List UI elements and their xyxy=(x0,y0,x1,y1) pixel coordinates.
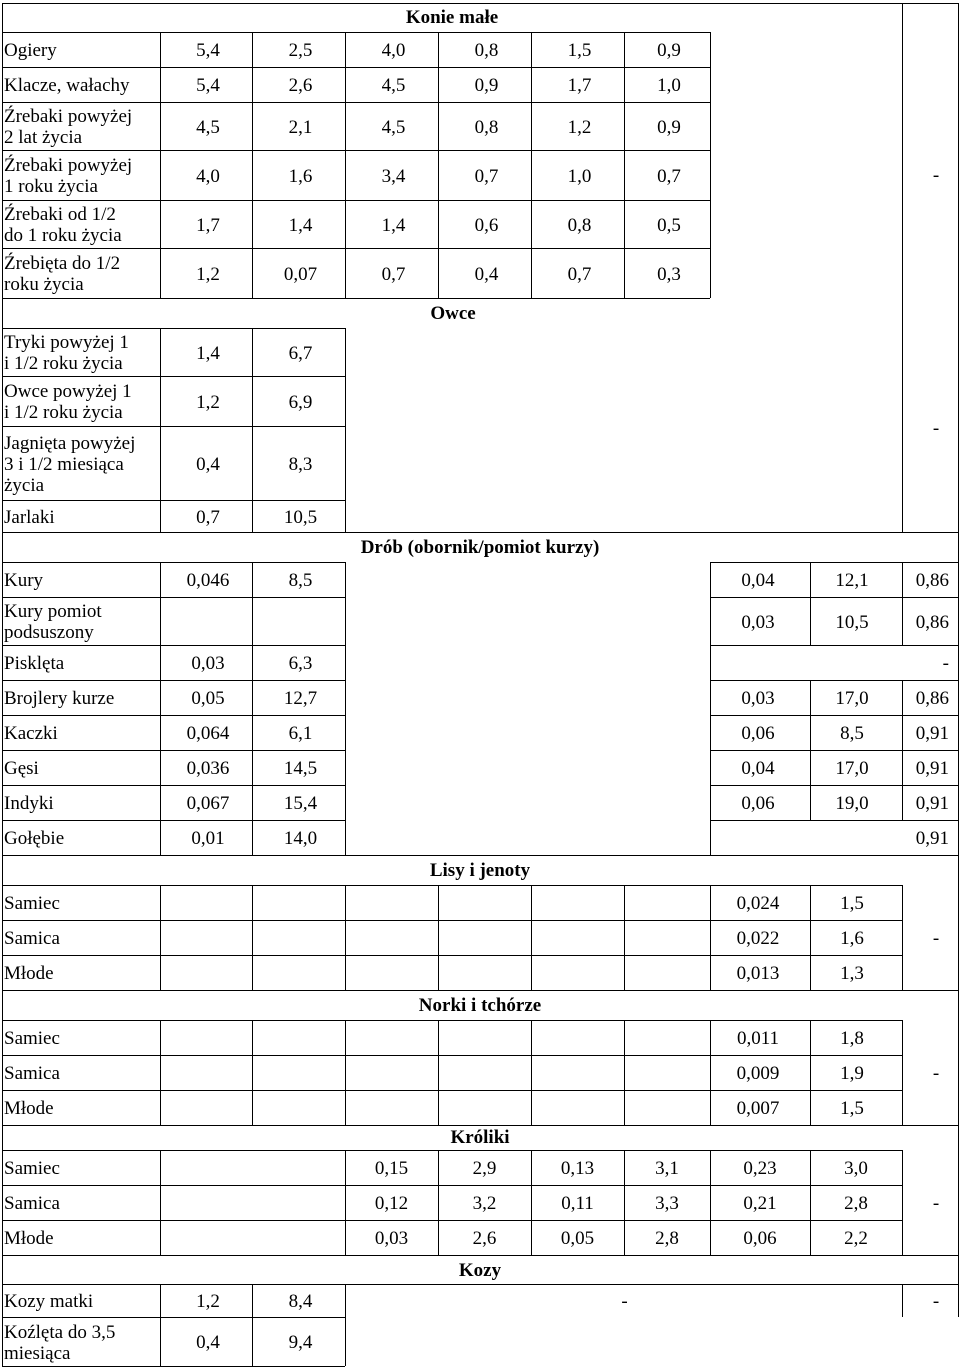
section-title: Lisy i jenoty xyxy=(429,859,531,881)
value-cell: 4,0 xyxy=(196,165,220,187)
value-cell: 0,12 xyxy=(374,1193,409,1214)
value-cell: 12,7 xyxy=(283,688,318,709)
value-cell: 19,0 xyxy=(835,793,869,814)
row-label: Samiec xyxy=(4,1158,60,1179)
grid-line xyxy=(2,1055,902,1056)
grid-line xyxy=(2,1317,345,1318)
row-label: Źrebaki od 1/2 do 1 roku życia xyxy=(4,204,122,246)
value-cell: 14,5 xyxy=(283,758,318,779)
value-cell: 0,03 xyxy=(741,611,775,633)
row-label: Kury xyxy=(4,570,44,591)
value-cell: 1,9 xyxy=(840,1063,864,1084)
row-label: Źrebaki powyżej 1 roku życia xyxy=(4,155,133,197)
section-bottom-line xyxy=(2,855,958,856)
grid-line xyxy=(2,1020,902,1021)
grid-line xyxy=(2,67,710,68)
value-cell: 0,04 xyxy=(741,758,775,779)
grid-line xyxy=(2,1185,902,1186)
value-cell: 0,05 xyxy=(560,1228,595,1249)
value-cell: 6,7 xyxy=(288,342,313,364)
value-cell: 4,5 xyxy=(196,116,220,138)
value-cell: 1,4 xyxy=(381,214,406,236)
grid-line xyxy=(531,885,532,990)
row-label: Samiec xyxy=(4,893,60,914)
grid-line xyxy=(2,955,902,956)
value-cell: 1,0 xyxy=(657,75,681,96)
dash-cell: - xyxy=(932,417,940,439)
row-label: Samiec xyxy=(4,1028,60,1049)
value-cell: 0,7 xyxy=(474,165,499,187)
section-title: Owce xyxy=(430,302,476,324)
grid-line xyxy=(2,885,902,886)
section-title: Drób (obornik/pomiot kurzy) xyxy=(360,536,600,558)
value-cell: 0,022 xyxy=(736,928,780,949)
value-cell: 2,9 xyxy=(472,1158,497,1179)
row-label: Klacze, wałachy xyxy=(4,75,130,96)
value-cell: 0,04 xyxy=(741,570,775,591)
value-cell: 0,5 xyxy=(657,214,681,236)
value-cell: 0,91 xyxy=(915,828,949,849)
value-cell: 17,0 xyxy=(835,758,869,779)
grid-line xyxy=(252,885,253,990)
value-cell: 0,064 xyxy=(186,723,230,744)
grid-line xyxy=(531,1020,532,1125)
dash-cell: - xyxy=(932,927,940,949)
row-label: Młode xyxy=(4,1228,54,1249)
row-label: Koźlęta do 3,5 miesiąca xyxy=(4,1321,116,1364)
value-cell: 1,7 xyxy=(196,214,220,236)
row-label: Kury pomiot podsuszony xyxy=(4,601,102,643)
row-label: Jarlaki xyxy=(4,506,55,528)
value-cell: 3,2 xyxy=(472,1193,497,1214)
grid-line xyxy=(438,885,439,990)
row-label: Kozy matki xyxy=(4,1291,94,1312)
grid-line xyxy=(2,298,3,532)
value-cell: 0,07 xyxy=(283,263,318,285)
grid-line xyxy=(2,785,345,786)
value-cell: 2,8 xyxy=(655,1228,679,1249)
grid-line xyxy=(2,150,710,151)
section-bottom-line xyxy=(2,990,958,991)
value-cell: 0,15 xyxy=(374,1158,409,1179)
grid-line xyxy=(710,715,958,716)
value-cell: 1,5 xyxy=(567,40,592,61)
grid-line xyxy=(2,532,958,533)
grid-line xyxy=(2,1125,3,1255)
value-cell: 2,8 xyxy=(844,1193,868,1214)
grid-line xyxy=(345,885,346,990)
row-label: Źrebaki powyżej 2 lat życia xyxy=(4,106,133,148)
value-cell: 0,03 xyxy=(191,653,225,674)
value-cell: 0,9 xyxy=(657,40,681,61)
row-label: Źrebięta do 1/2 roku życia xyxy=(4,253,121,295)
value-cell: 0,6 xyxy=(474,214,499,236)
row-label: Samica xyxy=(4,928,60,949)
section-title: Norki i tchórze xyxy=(418,994,542,1016)
row-label: Młode xyxy=(4,963,54,984)
value-cell: 0,8 xyxy=(474,40,499,61)
value-cell: 0,91 xyxy=(915,793,949,814)
section-bottom-line xyxy=(2,1366,345,1367)
value-cell: 5,4 xyxy=(196,75,220,96)
row-label: Owce powyżej 1 i 1/2 roku życia xyxy=(4,381,132,423)
section-bottom-line xyxy=(2,1255,958,1256)
grid-line xyxy=(2,562,345,563)
section-top-line xyxy=(2,3,958,4)
value-cell: 2,6 xyxy=(472,1228,497,1249)
grid-line xyxy=(710,820,711,855)
grid-line xyxy=(2,298,710,299)
value-cell: 4,5 xyxy=(381,75,406,96)
value-cell: 1,2 xyxy=(567,116,592,138)
dash-cell: - xyxy=(932,1290,940,1312)
dash-cell: - xyxy=(932,1192,940,1214)
value-cell: 0,7 xyxy=(567,263,592,285)
value-cell: 0,067 xyxy=(186,793,230,814)
value-cell: 4,0 xyxy=(381,40,406,61)
value-cell: 3,3 xyxy=(655,1193,679,1214)
grid-line xyxy=(2,820,345,821)
grid-line xyxy=(710,562,958,563)
value-cell: 8,3 xyxy=(288,453,313,475)
value-cell: 1,4 xyxy=(196,342,220,364)
section-title: Króliki xyxy=(450,1126,510,1148)
grid-line xyxy=(2,32,710,33)
value-cell: 2,5 xyxy=(288,40,313,61)
grid-line xyxy=(2,920,902,921)
dash-cell: - xyxy=(932,164,940,186)
value-cell: 2,6 xyxy=(288,75,313,96)
value-cell: 8,4 xyxy=(288,1291,313,1312)
value-cell: 1,6 xyxy=(288,165,313,187)
value-cell: 0,06 xyxy=(741,723,775,744)
grid-line xyxy=(2,328,345,329)
value-cell: 1,2 xyxy=(196,263,220,285)
grid-line xyxy=(160,1020,161,1125)
value-cell: 0,13 xyxy=(560,1158,595,1179)
grid-line xyxy=(2,597,345,598)
grid-line xyxy=(2,248,710,249)
value-cell: 3,0 xyxy=(844,1158,868,1179)
grid-line xyxy=(438,1020,439,1125)
grid-line xyxy=(2,990,3,1125)
value-cell: 6,1 xyxy=(288,723,313,744)
grid-line xyxy=(160,1150,161,1255)
value-cell: 8,5 xyxy=(288,570,313,591)
value-cell: 0,91 xyxy=(915,723,949,744)
value-cell: 0,036 xyxy=(186,758,230,779)
row-label: Młode xyxy=(4,1098,54,1119)
value-cell: 4,5 xyxy=(381,116,406,138)
value-cell: 0,7 xyxy=(196,506,220,528)
grid-line xyxy=(710,785,958,786)
grid-line xyxy=(710,645,711,680)
grid-line xyxy=(958,3,959,298)
grid-line xyxy=(2,532,3,855)
value-cell: 0,91 xyxy=(915,758,949,779)
value-cell: 2,2 xyxy=(844,1228,868,1249)
value-cell: 0,024 xyxy=(736,893,780,914)
grid-line xyxy=(2,1284,958,1285)
value-cell: 0,9 xyxy=(657,116,681,138)
value-cell: 0,06 xyxy=(743,1228,777,1249)
value-cell: 0,009 xyxy=(736,1063,780,1084)
grid-line xyxy=(345,597,346,645)
grid-line xyxy=(2,645,345,646)
value-cell: 1,5 xyxy=(840,893,864,914)
value-cell: 1,5 xyxy=(840,1098,864,1119)
grid-line xyxy=(710,597,958,598)
value-cell: 0,8 xyxy=(474,116,499,138)
grid-line xyxy=(2,750,345,751)
value-cell: 0,3 xyxy=(657,263,681,285)
row-label: Samica xyxy=(4,1063,60,1084)
value-cell: 9,4 xyxy=(288,1332,313,1353)
row-label: Pisklęta xyxy=(4,653,65,674)
value-cell: 5,4 xyxy=(196,40,220,61)
row-label: Jagnięta powyżej 3 i 1/2 miesiąca życia xyxy=(4,432,136,496)
value-cell: 1,4 xyxy=(288,214,313,236)
grid-line xyxy=(2,200,710,201)
row-label: Gołębie xyxy=(4,828,65,849)
value-cell: 0,4 xyxy=(474,263,499,285)
grid-line xyxy=(160,885,161,990)
grid-line xyxy=(710,680,958,681)
grid-line xyxy=(2,680,345,681)
value-cell: 0,4 xyxy=(196,1332,220,1353)
dash-cell: - xyxy=(932,1062,940,1084)
value-cell: 1,0 xyxy=(567,165,592,187)
value-cell: 1,3 xyxy=(840,963,864,984)
grid-line xyxy=(2,1090,902,1091)
grid-line xyxy=(710,645,958,646)
grid-line xyxy=(2,1255,3,1366)
dash-cell: - xyxy=(942,653,949,674)
grid-line xyxy=(710,820,958,821)
grid-line xyxy=(2,500,345,501)
value-cell: 0,011 xyxy=(736,1028,780,1049)
value-cell: 10,5 xyxy=(835,611,869,633)
value-cell: 0,05 xyxy=(191,688,225,709)
value-cell: 0,86 xyxy=(915,611,949,633)
value-cell: 0,7 xyxy=(381,263,406,285)
value-cell: 0,01 xyxy=(191,828,225,849)
value-cell: 0,23 xyxy=(743,1158,777,1179)
value-cell: 0,9 xyxy=(474,75,499,96)
row-label: Brojlery kurze xyxy=(4,688,115,709)
grid-line xyxy=(710,750,958,751)
grid-line xyxy=(902,3,903,532)
value-cell: 8,5 xyxy=(840,723,864,744)
value-cell: 3,1 xyxy=(655,1158,679,1179)
value-cell: 0,8 xyxy=(567,214,592,236)
grid-line xyxy=(252,597,253,645)
value-cell: 1,8 xyxy=(840,1028,864,1049)
value-cell: 0,03 xyxy=(374,1228,409,1249)
value-cell: 10,5 xyxy=(283,506,318,528)
grid-line xyxy=(2,102,710,103)
grid-line xyxy=(2,1150,902,1151)
value-cell: 6,3 xyxy=(288,653,313,674)
value-cell: 1,6 xyxy=(840,928,864,949)
row-label: Ogiery xyxy=(4,40,57,61)
row-label: Tryki powyżej 1 i 1/2 roku życia xyxy=(4,332,129,374)
grid-line xyxy=(958,298,959,532)
dash-cell: - xyxy=(621,1290,628,1312)
value-cell: 14,0 xyxy=(283,828,318,849)
grid-line xyxy=(2,855,3,990)
grid-line xyxy=(2,376,345,377)
row-label: Samica xyxy=(4,1193,60,1214)
value-cell: 1,2 xyxy=(196,1291,220,1312)
section-title: Kozy xyxy=(458,1259,502,1281)
grid-line xyxy=(160,597,161,645)
grid-line xyxy=(2,1220,902,1221)
value-cell: 0,007 xyxy=(736,1098,780,1119)
row-label: Kaczki xyxy=(4,723,58,744)
value-cell: 0,7 xyxy=(657,165,681,187)
value-cell: 17,0 xyxy=(835,688,869,709)
value-cell: 1,2 xyxy=(196,391,220,413)
value-cell: 0,046 xyxy=(186,570,230,591)
value-cell: 0,86 xyxy=(915,688,949,709)
grid-line xyxy=(252,1020,253,1125)
value-cell: 12,1 xyxy=(835,570,869,591)
grid-line xyxy=(2,426,345,427)
grid-line xyxy=(2,715,345,716)
value-cell: 0,86 xyxy=(915,570,949,591)
value-cell: 1,7 xyxy=(567,75,592,96)
value-cell: 0,013 xyxy=(736,963,780,984)
value-cell: 3,4 xyxy=(381,165,406,187)
value-cell: 0,11 xyxy=(561,1193,594,1214)
section-title: Konie małe xyxy=(405,6,499,28)
grid-line xyxy=(345,1020,346,1125)
value-cell: 0,06 xyxy=(741,793,775,814)
row-label: Indyki xyxy=(4,793,54,814)
value-cell: 2,1 xyxy=(288,116,313,138)
row-label: Gęsi xyxy=(4,758,39,779)
value-cell: 0,03 xyxy=(741,688,775,709)
value-cell: 15,4 xyxy=(283,793,318,814)
value-cell: 6,9 xyxy=(288,391,313,413)
value-cell: 0,4 xyxy=(196,453,220,475)
value-cell: 0,21 xyxy=(743,1193,777,1214)
